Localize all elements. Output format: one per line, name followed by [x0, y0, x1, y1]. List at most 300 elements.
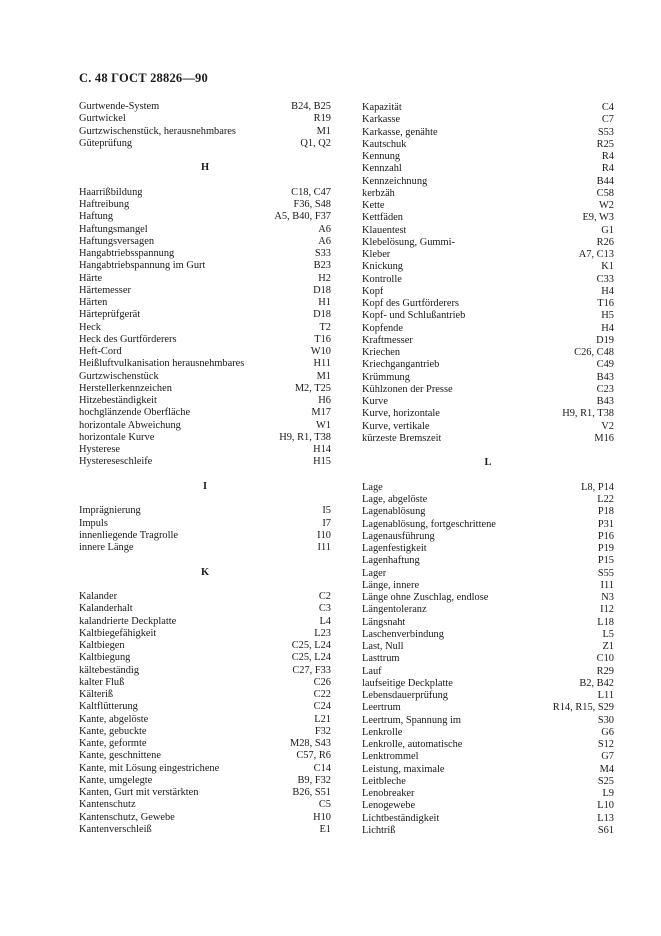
index-entry	[362, 482, 614, 494]
index-term: Länge, innere	[362, 579, 420, 591]
index-entry	[362, 494, 614, 506]
index-entry	[79, 444, 331, 456]
index-entry	[79, 346, 331, 358]
index-entry	[79, 812, 331, 824]
index-code: C18, C47	[291, 186, 331, 198]
index-entry	[79, 714, 331, 726]
index-term: Haftungsversagen	[79, 235, 155, 247]
index-code: C33	[596, 273, 614, 285]
index-code: R14, R15, S29	[552, 702, 614, 714]
index-term: kerbzäh	[362, 187, 395, 199]
index-code: H10	[313, 811, 331, 823]
index-term: Kurve, vertikale	[362, 420, 430, 432]
index-entry	[79, 358, 331, 370]
index-term: kürzeste Bremszeit	[362, 432, 442, 444]
index-code: L21	[314, 713, 331, 725]
index-term: Lenkrolle	[362, 726, 403, 738]
index-entry	[79, 224, 331, 236]
section-letter: I	[202, 480, 208, 492]
index-code: V2	[601, 420, 614, 432]
index-entry	[362, 114, 614, 126]
index-entry	[362, 212, 614, 224]
index-term: Kopfende	[362, 322, 403, 334]
index-term: innere Länge	[79, 542, 134, 553]
index-term: Kopf- und Schlußantrieb	[362, 310, 466, 322]
index-entry	[79, 665, 331, 677]
index-term: Kautschuk	[362, 138, 407, 150]
index-term: Lenogewebe	[362, 800, 416, 812]
index-code: M17	[311, 407, 331, 419]
index-term: Kopf des Gurtförderers	[362, 298, 459, 309]
index-entry	[79, 652, 331, 664]
index-entry	[79, 689, 331, 701]
index-term: Haftung	[79, 211, 114, 223]
index-entry	[79, 420, 331, 432]
index-entry	[79, 640, 331, 652]
index-entry	[79, 199, 331, 211]
index-code: C57, R6	[296, 750, 331, 762]
index-entry	[362, 580, 614, 592]
index-term: Kante, umgelegte	[79, 774, 153, 786]
index-code: C2	[318, 591, 331, 602]
index-entry	[362, 127, 614, 139]
index-term: Leitbleche	[362, 775, 406, 787]
section-letter: K	[200, 566, 210, 578]
index-code: H15	[313, 456, 331, 468]
index-code: P16	[597, 530, 614, 542]
index-term: Kleber	[362, 249, 391, 260]
index-term: Heck	[79, 321, 101, 333]
section-gap	[362, 470, 614, 482]
index-entry	[79, 603, 331, 615]
index-code: M16	[594, 432, 614, 444]
index-entry	[362, 200, 614, 212]
index-code: B23	[313, 260, 331, 272]
index-term: Kanten, Gurt mit verstärkten	[79, 787, 199, 798]
index-code: E9, W3	[582, 212, 614, 224]
index-code: G7	[601, 751, 614, 763]
index-entry	[79, 799, 331, 811]
index-entry	[79, 628, 331, 640]
index-term: Kopf	[362, 285, 384, 297]
index-code: A6	[318, 235, 331, 247]
index-entry	[362, 813, 614, 825]
index-entry	[362, 629, 614, 641]
index-code: H11	[313, 358, 331, 370]
index-code: L10	[597, 800, 614, 812]
index-term: Lichtriß	[362, 824, 396, 836]
index-code: H4	[601, 322, 614, 334]
index-code: G6	[601, 726, 614, 738]
index-entry	[362, 310, 614, 322]
section-letter: H	[200, 162, 210, 174]
index-term: Kante, abgelöste	[79, 713, 149, 725]
index-code: C26	[313, 676, 331, 688]
index-entry	[79, 322, 331, 334]
index-code: B26, S51	[292, 787, 331, 798]
index-term: Last, Null	[362, 641, 404, 652]
index-code: W2	[598, 200, 614, 211]
index-entry	[79, 248, 331, 260]
index-term: Kennzeichnung	[362, 175, 428, 187]
index-code: M1	[316, 125, 331, 137]
index-term: Härten	[79, 297, 108, 308]
index-term: Lagenablösung	[362, 506, 426, 518]
index-term: Kante, gebuckte	[79, 725, 147, 737]
index-term: Lagenhaftung	[362, 555, 420, 567]
index-entry	[362, 102, 614, 114]
index-code: C27, F33	[292, 664, 331, 676]
index-code: Z1	[602, 641, 614, 652]
index-code: M2, T25	[294, 382, 331, 394]
index-entry	[362, 151, 614, 163]
index-entry	[79, 113, 331, 125]
index-entry	[79, 701, 331, 713]
index-term: kältebeständig	[79, 664, 140, 676]
section-gap	[79, 554, 331, 566]
index-entry	[362, 825, 614, 837]
index-entry	[362, 776, 614, 788]
index-term: Leistung, maximale	[362, 763, 445, 775]
index-code: K1	[601, 261, 614, 273]
index-entry	[79, 236, 331, 248]
index-code: L23	[314, 627, 331, 639]
index-term: Kantenschutz	[79, 799, 136, 811]
index-entry	[362, 261, 614, 273]
index-term: Lage	[362, 481, 383, 493]
index-code: E1	[319, 823, 331, 835]
index-term: kalter Fluß	[79, 676, 125, 688]
index-entry	[362, 408, 614, 420]
index-entry	[362, 702, 614, 714]
index-term: Imprägnierung	[79, 505, 141, 517]
index-code: S53	[597, 126, 614, 138]
index-term: Härte	[79, 272, 103, 284]
index-term: Leertrum	[362, 702, 401, 714]
index-term: Kontrolle	[362, 273, 402, 285]
index-code: I10	[317, 529, 331, 541]
index-term: Hangabtriebsspannung	[79, 248, 175, 259]
section-gap	[79, 150, 331, 162]
index-entry	[362, 617, 614, 629]
index-term: Lenktrommel	[362, 751, 419, 763]
section-gap	[362, 445, 614, 457]
index-code: R4	[601, 151, 614, 162]
index-term: horizontale Abweichung	[79, 419, 181, 431]
page-header: С. 48 ГОСТ 28826—90	[79, 71, 208, 85]
index-term: Kette	[362, 200, 385, 211]
index-term: Klauentest	[362, 224, 407, 236]
index-term: Kantenschutz, Gewebe	[79, 811, 175, 823]
index-code: H4	[601, 285, 614, 297]
index-term: Längsnaht	[362, 616, 406, 628]
index-entry	[362, 323, 614, 335]
index-entry	[362, 592, 614, 604]
index-entry	[362, 519, 614, 531]
index-entry	[79, 383, 331, 395]
index-entry	[79, 309, 331, 321]
index-code: L4	[319, 615, 331, 627]
index-code: L11	[597, 690, 614, 701]
index-entry	[79, 211, 331, 223]
index-term: Heck des Gurtförderers	[79, 333, 177, 345]
index-term: Kennung	[362, 151, 401, 162]
index-code: P15	[597, 555, 614, 567]
index-code: L22	[597, 494, 614, 505]
index-code: B9, F32	[297, 774, 331, 786]
index-entry	[362, 800, 614, 812]
index-code: R29	[596, 665, 614, 677]
index-entry	[362, 604, 614, 616]
index-term: Kriechen	[362, 347, 401, 358]
index-term: Lenobreaker	[362, 788, 415, 799]
index-term: Länge ohne Zuschlag, endlose	[362, 592, 489, 603]
index-entry	[79, 677, 331, 689]
index-entry	[362, 139, 614, 151]
index-term: Lage, abgelöste	[362, 494, 428, 505]
index-code: L5	[602, 628, 614, 640]
index-entry	[362, 764, 614, 776]
index-term: Herstellerkennzeichen	[79, 382, 172, 394]
index-code: R4	[601, 163, 614, 175]
index-term: innenliegende Tragrolle	[79, 529, 178, 541]
index-entry	[362, 237, 614, 249]
index-code: L8, P14	[581, 481, 614, 493]
index-term: Kante, geschnittene	[79, 750, 161, 762]
index-term: Hystereseschleife	[79, 456, 153, 468]
index-term: Lichtbeständigkeit	[362, 812, 440, 824]
index-code: C7	[601, 114, 614, 126]
index-entry	[79, 138, 331, 150]
index-entry	[79, 285, 331, 297]
index-column-right	[362, 102, 614, 837]
index-code: S30	[597, 714, 614, 726]
index-term: Kurve, horizontale	[362, 408, 440, 420]
index-term: Lagenablösung, fortgeschrittene	[362, 518, 496, 530]
index-entry	[79, 824, 331, 836]
index-term: Kante, mit Lösung eingestrichene	[79, 762, 220, 774]
section-gap	[79, 175, 331, 187]
index-code: T16	[597, 298, 614, 309]
index-code: I11	[317, 542, 331, 553]
index-code: C24	[313, 701, 331, 713]
index-entry	[362, 188, 614, 200]
index-entry	[362, 347, 614, 359]
index-entry	[362, 788, 614, 800]
index-code: P18	[597, 506, 614, 518]
index-entry	[362, 359, 614, 371]
index-entry	[362, 690, 614, 702]
index-code: I11	[600, 579, 614, 591]
index-code: G1	[601, 224, 614, 236]
index-entry	[362, 727, 614, 739]
index-entry	[79, 542, 331, 554]
index-code: H1	[318, 297, 331, 308]
index-term: Lasttrum	[362, 653, 400, 665]
section-gap	[79, 469, 331, 481]
index-term: Impuls	[79, 517, 108, 529]
index-code: R25	[596, 138, 614, 150]
index-entry	[79, 616, 331, 628]
index-term: Heißluftvulkanisation herausnehmbares	[79, 358, 245, 370]
index-term: Kapazität	[362, 102, 402, 113]
index-code: M4	[599, 763, 614, 775]
index-entry	[362, 396, 614, 408]
index-term: kalandrierte Deckplatte	[79, 615, 177, 627]
index-code: W1	[315, 419, 331, 431]
index-column-left	[79, 101, 331, 836]
index-entry	[79, 530, 331, 542]
index-entry	[362, 506, 614, 518]
index-term: Karkasse	[362, 114, 401, 126]
index-term: Kühlzonen der Presse	[362, 383, 453, 395]
index-term: Längentoleranz	[362, 604, 427, 616]
index-code: F36, S48	[293, 199, 331, 210]
index-entry	[362, 543, 614, 555]
index-code: C26, C48	[574, 347, 614, 358]
index-code: T2	[319, 321, 331, 333]
index-term: Kälteriß	[79, 689, 114, 700]
index-entry	[362, 274, 614, 286]
index-code: H2	[318, 272, 331, 284]
index-code: D18	[313, 284, 331, 296]
index-entry	[362, 163, 614, 175]
index-code: S33	[314, 248, 331, 259]
index-code: P19	[597, 543, 614, 554]
index-code: C10	[596, 653, 614, 665]
index-code: R19	[313, 113, 331, 125]
index-code: T16	[314, 333, 331, 345]
index-term: Laschenverbindung	[362, 628, 444, 640]
index-entry	[362, 751, 614, 763]
section-gap	[79, 579, 331, 591]
index-term: horizontale Kurve	[79, 431, 155, 443]
index-term: Leertrum, Spannung im	[362, 714, 461, 726]
index-entry	[79, 787, 331, 799]
index-code: B44	[596, 175, 614, 187]
index-code: S25	[597, 775, 614, 787]
index-term: Kriechgangantrieb	[362, 359, 440, 371]
index-term: Kraftmesser	[362, 334, 413, 346]
index-entry	[79, 297, 331, 309]
index-entry	[362, 666, 614, 678]
index-entry	[79, 738, 331, 750]
index-code: C3	[318, 603, 331, 615]
index-entry	[362, 433, 614, 445]
index-entry	[79, 456, 331, 468]
index-entry	[362, 653, 614, 665]
index-term: Gurtzwischenstück	[79, 370, 159, 382]
index-entry	[79, 407, 331, 419]
index-term: Kante, geformte	[79, 738, 147, 749]
index-term: laufseitige Deckplatte	[362, 677, 453, 689]
index-code: H9, R1, T38	[279, 431, 331, 443]
index-entry	[79, 101, 331, 113]
index-code: L13	[597, 812, 614, 824]
index-term: Gurtwickel	[79, 113, 126, 125]
index-entry	[362, 678, 614, 690]
index-code: B43	[596, 396, 614, 407]
index-entry	[362, 298, 614, 310]
index-code: A7, C13	[578, 249, 614, 260]
index-term: Lager	[362, 567, 387, 579]
index-code: C58	[596, 187, 614, 199]
index-term: hochglänzende Oberfläche	[79, 407, 191, 419]
index-code: I12	[600, 604, 614, 616]
index-entry	[362, 531, 614, 543]
index-term: Lagenfestigkeit	[362, 543, 427, 554]
index-entry	[79, 126, 331, 138]
index-entry	[79, 371, 331, 383]
index-term: Haftreibung	[79, 199, 130, 210]
index-entry	[79, 273, 331, 285]
index-entry	[362, 715, 614, 727]
index-code: S12	[597, 739, 614, 750]
index-code: C22	[313, 689, 331, 700]
index-entry	[79, 432, 331, 444]
index-code: F32	[314, 725, 331, 737]
index-entry	[362, 641, 614, 653]
index-entry	[362, 384, 614, 396]
index-term: Lagenausführung	[362, 530, 435, 542]
index-code: M28, S43	[290, 738, 331, 749]
index-code: W10	[310, 346, 331, 357]
index-term: Haarrißbildung	[79, 186, 143, 198]
index-entry	[79, 763, 331, 775]
index-term: Kalanderhalt	[79, 603, 133, 615]
index-entry	[79, 334, 331, 346]
index-code: N3	[601, 592, 614, 603]
index-term: Knickung	[362, 261, 403, 273]
index-term: Lebensdauerprüfung	[362, 690, 448, 701]
index-term: Hangabtriebspannung im Gurt	[79, 260, 206, 272]
index-term: Hysterese	[79, 444, 120, 455]
index-entry	[79, 518, 331, 530]
index-entry	[362, 739, 614, 751]
index-entry	[79, 395, 331, 407]
index-code: B2, B42	[579, 677, 614, 689]
index-code: L9	[602, 788, 614, 799]
index-code: B24, B25	[291, 101, 331, 112]
index-code: C25, L24	[291, 640, 331, 651]
index-code: D19	[596, 334, 614, 346]
index-code: C5	[318, 799, 331, 811]
index-entry	[79, 591, 331, 603]
index-entry	[362, 568, 614, 580]
index-term: Heft-Cord	[79, 346, 122, 357]
index-code: P31	[597, 518, 614, 530]
index-code: H9, R1, T38	[562, 408, 614, 420]
index-term: Karkasse, genähte	[362, 126, 438, 138]
index-code: H6	[318, 395, 331, 406]
index-term: Haftungsmangel	[79, 223, 148, 235]
index-code: C4	[601, 102, 614, 113]
index-code: D18	[313, 309, 331, 321]
index-code: C14	[313, 762, 331, 774]
index-code: C23	[596, 383, 614, 395]
index-term: Kurve	[362, 396, 388, 407]
index-entry	[362, 225, 614, 237]
index-term: Kantenverschleiß	[79, 823, 152, 835]
index-entry	[362, 555, 614, 567]
index-code: S61	[597, 824, 614, 836]
index-term: Härtemesser	[79, 284, 131, 296]
index-entry	[362, 421, 614, 433]
index-term: Lauf	[362, 665, 382, 677]
index-entry	[79, 505, 331, 517]
index-code: A5, B40, F37	[274, 211, 331, 223]
index-code: I7	[322, 517, 331, 529]
